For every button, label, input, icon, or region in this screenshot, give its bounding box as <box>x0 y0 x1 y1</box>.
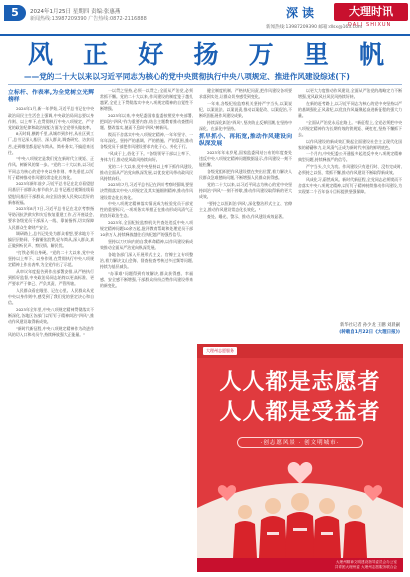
article-paragraph: 2023年年末岁尾,国家监委网站公布的年度查处违反中央八项规定精神问题数据显示,作风建设一刻不能松懈。 <box>199 150 292 168</box>
article-paragraph: 各地各部门深入开展形式主义、官僚主义专项整治,着力解决文山会海、督查检查考核过多过频等问题,持续为基层减负。 <box>100 251 193 269</box>
poster-organizer-2: 共青团大理州委 大理州志愿服务联合会 <box>334 564 397 569</box>
article-paragraph: 8天时间,横跨千里,从城市到乡村,从社区到工厂,总书记深入基层、深入群众,调查研究、访贫问苦,走到哪里都是轻车简从、简朴务实,不搞迎来送往。 <box>8 131 94 155</box>
masthead-divider <box>0 34 410 36</box>
poster-campaign-band: ·创志愿风景 · 创文明城市· <box>237 437 363 448</box>
reprint-note: (转载自1月22日《大理日报》) <box>339 330 400 335</box>
article-paragraph: 在新的赶考路上,以习近平同志为核心的党中央坚持以严的基调强化正风肃纪,以优良作风凝聚起奋进新征程的强大力量。 <box>298 100 402 118</box>
article-paragraph: 党的二十大以来,党中央坚持以上率下抓作风建设,推动全面从严治党向纵深发展,以优良党风带动政风民风持续向好。 <box>100 163 193 181</box>
article-byline: 新华社记者 孙少龙 王鹏 刘晨嗣 <box>340 323 400 328</box>
article-paragraph: 2023年8月7日,习近平总书记在北京考察指导防汛抗洪救灾和灾后恢复重建工作,召开座谈会,要求各级党员干部深入一线、靠前指挥,切实保障人民群众生命财产安全。 <box>8 206 94 230</box>
contact-line: 新闻热线:13987209390 邮箱:dlsx@163.com <box>266 25 363 30</box>
article-column-4 <box>298 88 402 323</box>
article-paragraph: 坚持以刀刃向内的自我革命精神,以作风建设新成效推动全面从严治党向纵深发展。 <box>100 239 193 251</box>
article-paragraph: 以作风建设的新成效汇聚起全面建设社会主义现代化国家的磅礴伟力,让风清气正成为新时代中国的鲜明底色。 <box>298 138 402 150</box>
article-paragraph: 风成化习,蔚然成风。新时代新征程,全党同志必须锲而不舍落实中央八项规定精神,以钉钉子精神持续推动作风建设,为实现第二个百年奋斗目标提供坚强保障。 <box>298 176 402 195</box>
article-paragraph: 以更大力度推动作风建设,全面从严治党的战略定力不断增强,党风政风社风民风持续好转。 <box>298 88 402 100</box>
article-paragraph: 一年来,各级纪检监察机关坚持严字当头,以案说纪、以案说法、以案说责,推动以案促改、以案促治,不断巩固拓展作风建设成果。 <box>199 100 292 118</box>
headline-char: 万 <box>248 40 274 69</box>
headline-char: 里 <box>303 40 329 69</box>
article-column-2 <box>100 88 193 572</box>
article-column-1 <box>8 88 94 572</box>
headline-divider <box>8 84 402 85</box>
poster-slogan-1: 人人都是志愿者 <box>219 370 381 395</box>
article-paragraph: 党的二十大以来,以习近平同志为核心的党中央坚持纠治"四风"一刻不停歇,推动作风建设取得新的更大成效。 <box>199 181 292 200</box>
article-paragraph: 锲而不舍落实中央八项规定精神,一年年坚守、一年年深化。坚持严的基调、严的措施、严的氛围,推动各级党员干部把作风建设要求内化于心、外化于行。 <box>100 131 193 150</box>
volunteer-poster <box>197 344 403 572</box>
headline-char: 好 <box>138 40 164 69</box>
article-paragraph: 持续深化纠治"四风",坚决防止反弹回潮,在坚持中深化、在深化中坚持。 <box>199 119 292 131</box>
poster-footer-text <box>335 560 397 570</box>
article-paragraph: "要持之以恒纠治'四风',深化整治形式主义、官僚主义,推动作风建设常态化长效化。" <box>199 200 292 212</box>
article-column-3 <box>199 88 292 338</box>
article-paragraph: 从审议年度报告到作出部署安排,从严格执行到抓好监督,中央政治局同志始终以更高标准、更严要求严于律己、严负其责、严管所辖。 <box>8 269 94 287</box>
article-paragraph: 2023年以来,中央纪委国家监委按照党中央部署,把纠治"四风"作为重要内容,结合主题教育推动查摆问题、整改落实,驰而不息纠"四风"树新风。 <box>100 112 193 131</box>
headline-char: 帆 <box>358 40 384 69</box>
issue-date-line: 2024年1月25日 星期四 责编:张惠燕 <box>30 9 121 15</box>
masthead <box>0 0 410 36</box>
brand-english: DALI SHIXUN <box>348 22 392 28</box>
article-paragraph: 2023年,全国纪检监察机关共查处违反中央八项规定精神问题10余万起,批评教育帮助和处理党员干部10余万人,持续释放越往后执纪越严的强烈信号。 <box>100 220 193 238</box>
poster-slogan-2: 人人都是受益者 <box>219 400 381 425</box>
article-paragraph: 2023年7月,习近平总书记在四川考察时强调,要坚决贯彻落实中央八项规定及其实施细则精神,推动作风建设常态化长效化。 <box>100 182 193 200</box>
section-heading: 抓早抓小、再拓宽,推动作风建设向纵深发展 <box>199 133 292 148</box>
section-heading: 立标杆、作表率,为全党树立光辉榜样 <box>8 90 94 104</box>
article-paragraph: 2024年1月,新一年伊始,习近平总书记在中央政治局民主生活会上强调,中央政治局同志要以身作则、以上率下,在贯彻执行中央八项规定、严守党的政治纪律和政治规矩方面为全党带头做表率。 <box>8 106 94 130</box>
headline-char: 扬 <box>193 40 219 69</box>
article-paragraph: 2023年新年前夕,习近平总书记在北京看望慰问基层干部群众;春节前夕,总书记通过视频连线看望慰问基层干部群众,向全国各族人民致以美好的新春祝福。 <box>8 181 94 205</box>
article-paragraph: 各级党组织把作风建设摆在突出位置,着力解决人民群众急难愁盼问题,不断增强人民群众获得感。 <box>199 169 292 181</box>
article-paragraph: "全面从严治党永远在路上。"新征程上,全党必须把中央八项规定精神作为长期有效的铁规矩、硬杠杠,坚持不懈抓下去。 <box>298 119 402 137</box>
article-paragraph: "风成于上,俗化于下。"各级领导干部以上率下、身体力行,推动党风政风持续向好。 <box>100 150 193 162</box>
article-headline <box>16 40 396 70</box>
poster-footer <box>197 558 403 572</box>
article-subhead: ——党的二十大以来以习近平同志为核心的党中央贯彻执行中央八项规定、推进作风建设综述(下) <box>24 72 350 81</box>
article-paragraph: 健全制度机制、严格执纪问责,把作风建设各项要求落到实处,让群众切身感受到变化。 <box>199 88 292 100</box>
headline-char: 风 <box>28 40 54 69</box>
heart-icon <box>288 462 313 484</box>
article-paragraph: 2023年全年里,中央八项规定精神贯彻落实不断深化,各地区各部门以钉钉子精神纠治"四风",推动作风建设取得新成效。 <box>8 306 94 324</box>
poster-logo: 大理州志愿服务 <box>203 347 237 355</box>
section-name: 深读 <box>286 6 319 20</box>
article-paragraph: 严字当头,久久为功。作风建设只有进行时、没有完成时,必须持之以恒、常抓不懈,推动作风建设不断取得新成效。 <box>298 164 402 176</box>
article-paragraph: "打铁必须自身硬。"党的二十大以来,党中央坚持以上率下、以身作则,在贯彻执行中央八项规定精神上作出表率,为全党作出了示范。 <box>8 250 94 268</box>
headline-char: 正 <box>83 40 109 69</box>
page-number: 5 <box>4 5 26 21</box>
hotline-line: 新闻热线:13987209390 广告热线:0872-2116888 <box>30 16 147 22</box>
article-paragraph: 中央八项规定精神落实情况成为检验党员干部党性的重要标尺,一项项务实举措正在推动形成风清气正的良好政治生态。 <box>100 201 193 219</box>
article-paragraph: 一以贯之坚持,必须一以贯之;全面从严治党,必须常抓不懈。党的二十大以来,作风建设的制度笼子越扎越紧,全党上下贯彻落实中央八项规定精神的自觉性不断增强。 <box>100 88 193 112</box>
article-paragraph: 人民群众看在眼里、记在心里。人民群众从党中央以身作则中,感受到了我们党的坚定决心和自信。 <box>8 287 94 306</box>
article-paragraph: 一个月内,中央纪委公开通报多起违反中央八项规定精神典型问题,持续释放严的信号。 <box>298 151 402 163</box>
brand-logo: 大理时讯 <box>334 3 408 21</box>
article-paragraph: 调研路上,总书记处处为群众着想,要求地方不搞层层陪同、不搞铺张浪费,轻车简从,深入群众,真正做到听民声、察民情、解民忧。 <box>8 231 94 249</box>
article-paragraph: "办事难"问题得到有效解决,群众获得感、幸福感、安全感不断增强,干部群众纷纷点赞作风建设带来的新变化。 <box>100 270 193 288</box>
article-paragraph: "新时代新征程,中央八项规定精神作为改进作风的切入口和动员令,持续释放强大正能量。" <box>8 325 94 337</box>
poster-organizer-1: 大理州精神文明建设指导委员会办公室 <box>335 560 397 564</box>
volunteer-group-illustration <box>197 448 403 558</box>
article-paragraph: "中央八项规定是我们党在新时代立规矩、正作风、树新风的第一步。"党的二十大以来,以习近平同志为核心的党中央以身作则、率先垂范,以钉钉子精神推动作风建设常态化长效化。 <box>8 156 94 180</box>
article-paragraph: 查处、曝光、警示、推动,作风建设成效显著。 <box>207 213 287 219</box>
